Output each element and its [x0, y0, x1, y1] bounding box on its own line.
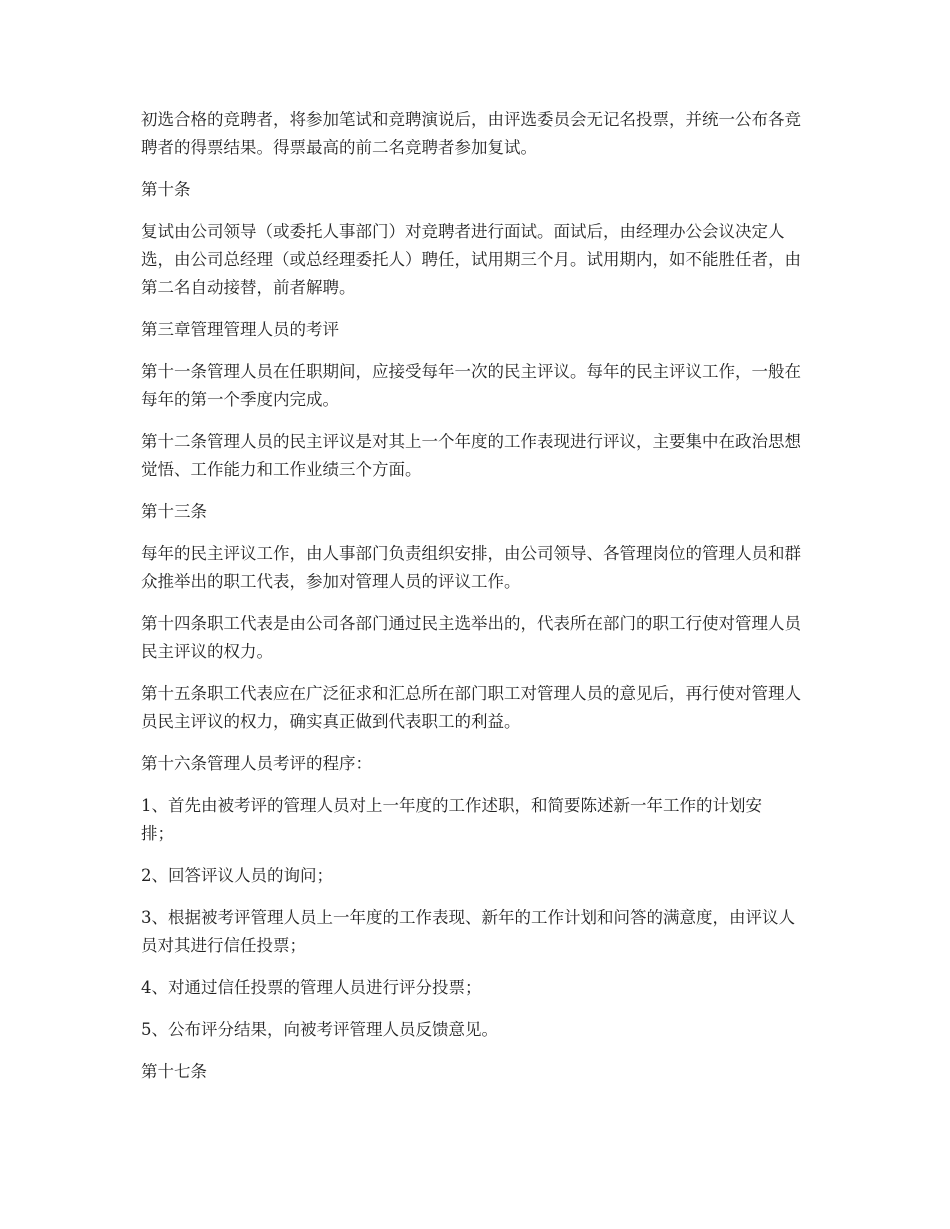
article-11-paragraph: 第十一条管理人员在任职期间，应接受每年一次的民主评议。每年的民主评议工作，一般在每年的第一个季度内完成。 — [141, 362, 801, 409]
article-12-paragraph: 第十二条管理人员的民主评议是对其上一个年度的工作表现进行评议，主要集中在政治思想觉悟、工作能力和工作业绩三个方面。 — [141, 432, 801, 479]
article-17-heading: 第十七条 — [141, 1062, 207, 1081]
paragraph-annual-review: 每年的民主评议工作，由人事部门负责组织安排，由公司领导、各管理岗位的管理人员和群众推举出的职工代表，参加对管理人员的评议工作。 — [141, 544, 801, 591]
article-15-paragraph: 第十五条职工代表应在广泛征求和汇总所在部门职工对管理人员的意见后，再行使对管理人员民主评议的权力，确实真正做到代表职工的利益。 — [141, 684, 801, 731]
chapter-3-heading: 第三章管理管理人员的考评 — [141, 320, 339, 339]
paragraph-intro-selection: 初选合格的竞聘者，将参加笔试和竞聘演说后，由评选委员会无记名投票，并统一公布各竞聘者的得票结果。得票最高的前二名竞聘者参加复试。 — [141, 110, 801, 157]
article-13-heading: 第十三条 — [141, 502, 207, 521]
procedure-step-4: 4、对通过信任投票的管理人员进行评分投票； — [141, 978, 482, 997]
article-14-paragraph: 第十四条职工代表是由公司各部门通过民主选举出的，代表所在部门的职工行使对管理人员民主评议的权力。 — [141, 614, 801, 661]
paragraph-reexamination: 复试由公司领导（或委托人事部门）对竞聘者进行面试。面试后，由经理办公会议决定人选，由公司总经理（或总经理委托人）聘任，试用期三个月。试用期内，如不能胜任者，由第二名自动接替，前者解聘。 — [141, 222, 801, 297]
article-16-heading: 第十六条管理人员考评的程序： — [141, 754, 372, 773]
procedure-step-2: 2、回答评议人员的询问； — [141, 866, 333, 885]
procedure-step-3: 3、根据被考评管理人员上一年度的工作表现、新年的工作计划和问答的满意度，由评议人员对其进行信任投票； — [141, 908, 795, 955]
document-body — [141, 106, 813, 1100]
procedure-step-1: 1、首先由被考评的管理人员对上一年度的工作述职，和简要陈述新一年工作的计划安排； — [141, 796, 762, 843]
article-10-heading: 第十条 — [141, 180, 191, 199]
procedure-step-5: 5、公布评分结果，向被考评管理人员反馈意见。 — [141, 1020, 498, 1039]
